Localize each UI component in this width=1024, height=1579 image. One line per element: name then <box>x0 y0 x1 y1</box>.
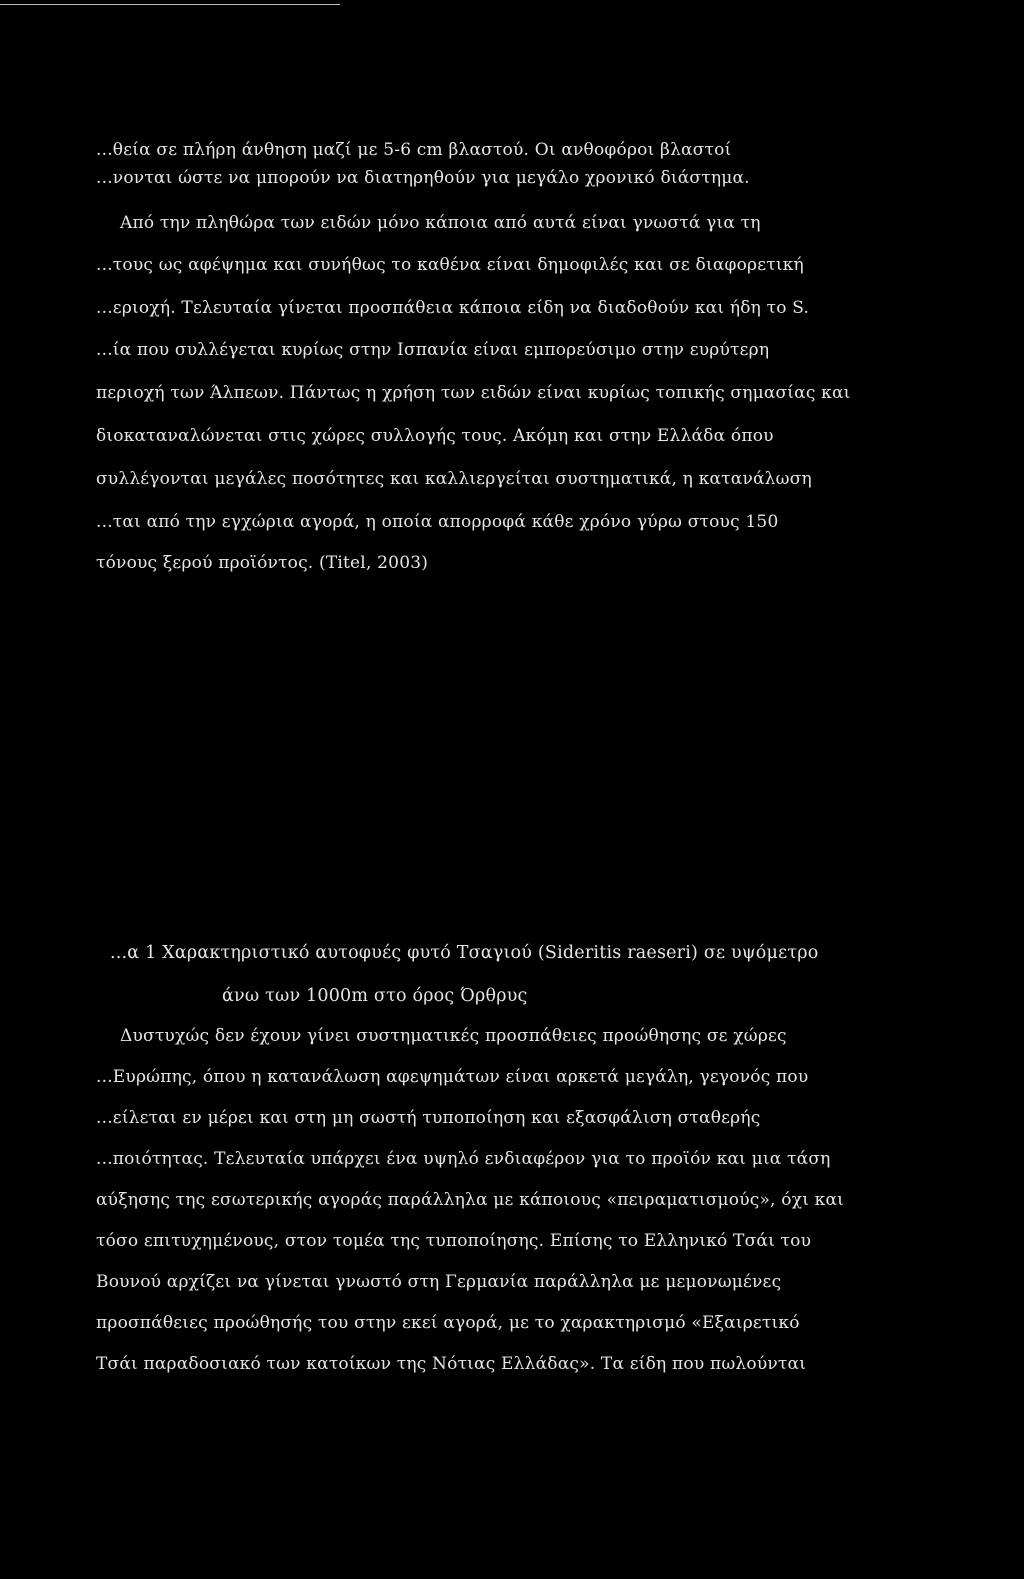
text-line: τόσο επιτυχημένους, στον τομέα της τυποποίησης. Επίσης το Ελληνικό Τσάι του <box>96 1231 812 1251</box>
text-line: περιοχή των Άλπεων. Πάντως η χρήση των ειδών είναι κυρίως τοπικής σημασίας και <box>96 383 851 403</box>
text-line: προσπάθειες προώθησής του στην εκεί αγορά, με το χαρακτηρισμό «Εξαιρετικό <box>96 1313 800 1333</box>
text-line: τόνους ξερού προϊόντος. (Titel, 2003) <box>96 553 429 573</box>
text-line: συλλέγονται μεγάλες ποσότητες και καλλιεργείται συστηματικά, η κατανάλωση <box>96 469 812 489</box>
text-line: αύξησης της εσωτερικής αγοράς παράλληλα με κάποιους «πειραματισμούς», όχι και <box>96 1190 845 1210</box>
text-line: ...νονται ώστε να μπορούν να διατηρηθούν για μεγάλο χρονικό διάστημα. <box>96 168 750 188</box>
text-line: Από την πληθώρα των ειδών μόνο κάποια από αυτά είναι γνωστά για τη <box>120 213 761 233</box>
text-line: ...είλεται εν μέρει και στη μη σωστή τυποποίηση και εξασφάλιση σταθερής <box>96 1108 761 1128</box>
text-line: διοκαταναλώνεται στις χώρες συλλογής τους. Ακόμη και στην Ελλάδα όπου <box>96 426 774 446</box>
text-line: ...Ευρώπης, όπου η κατανάλωση αφεψημάτων είναι αρκετά μεγάλη, γεγονός που <box>96 1067 809 1087</box>
text-line: ...ία που συλλέγεται κυρίως στην Ισπανία είναι εμπορεύσιμο στην ευρύτερη <box>96 340 770 360</box>
text-line: ...ται από την εγχώρια αγορά, η οποία απορροφά κάθε χρόνο γύρω στους 150 <box>96 512 779 532</box>
caption-line: ...α 1 Χαρακτηριστικό αυτοφυές φυτό Τσαγιού (Sideritis raeseri) σε υψόμετρο <box>110 943 819 963</box>
text-line: ...θεία σε πλήρη άνθηση μαζί με 5-6 cm βλαστού. Οι ανθοφόροι βλαστοί <box>96 140 732 160</box>
text-line: Δυστυχώς δεν έχουν γίνει συστηματικές προσπάθειες προώθησης σε χώρες <box>120 1026 787 1046</box>
caption-line: άνω των 1000m στο όρος Όρθρυς <box>222 986 528 1006</box>
text-line: Βουνού αρχίζει να γίνεται γνωστό στη Γερμανία παράλληλα με μεμονωμένες <box>96 1272 782 1292</box>
top-rule <box>0 4 340 5</box>
text-line: ...εριοχή. Τελευταία γίνεται προσπάθεια κάποια είδη να διαδοθούν και ήδη το S. <box>96 298 810 318</box>
text-line: Τσάι παραδοσιακό των κατοίκων της Νότιας Ελλάδας». Τα είδη που πωλούνται <box>96 1354 807 1374</box>
text-line: ...ποιότητας. Τελευταία υπάρχει ένα υψηλό ενδιαφέρον για το προϊόν και μια τάση <box>96 1149 831 1169</box>
text-line: ...τους ως αφέψημα και συνήθως το καθένα είναι δημοφιλές και σε διαφορετική <box>96 255 804 275</box>
